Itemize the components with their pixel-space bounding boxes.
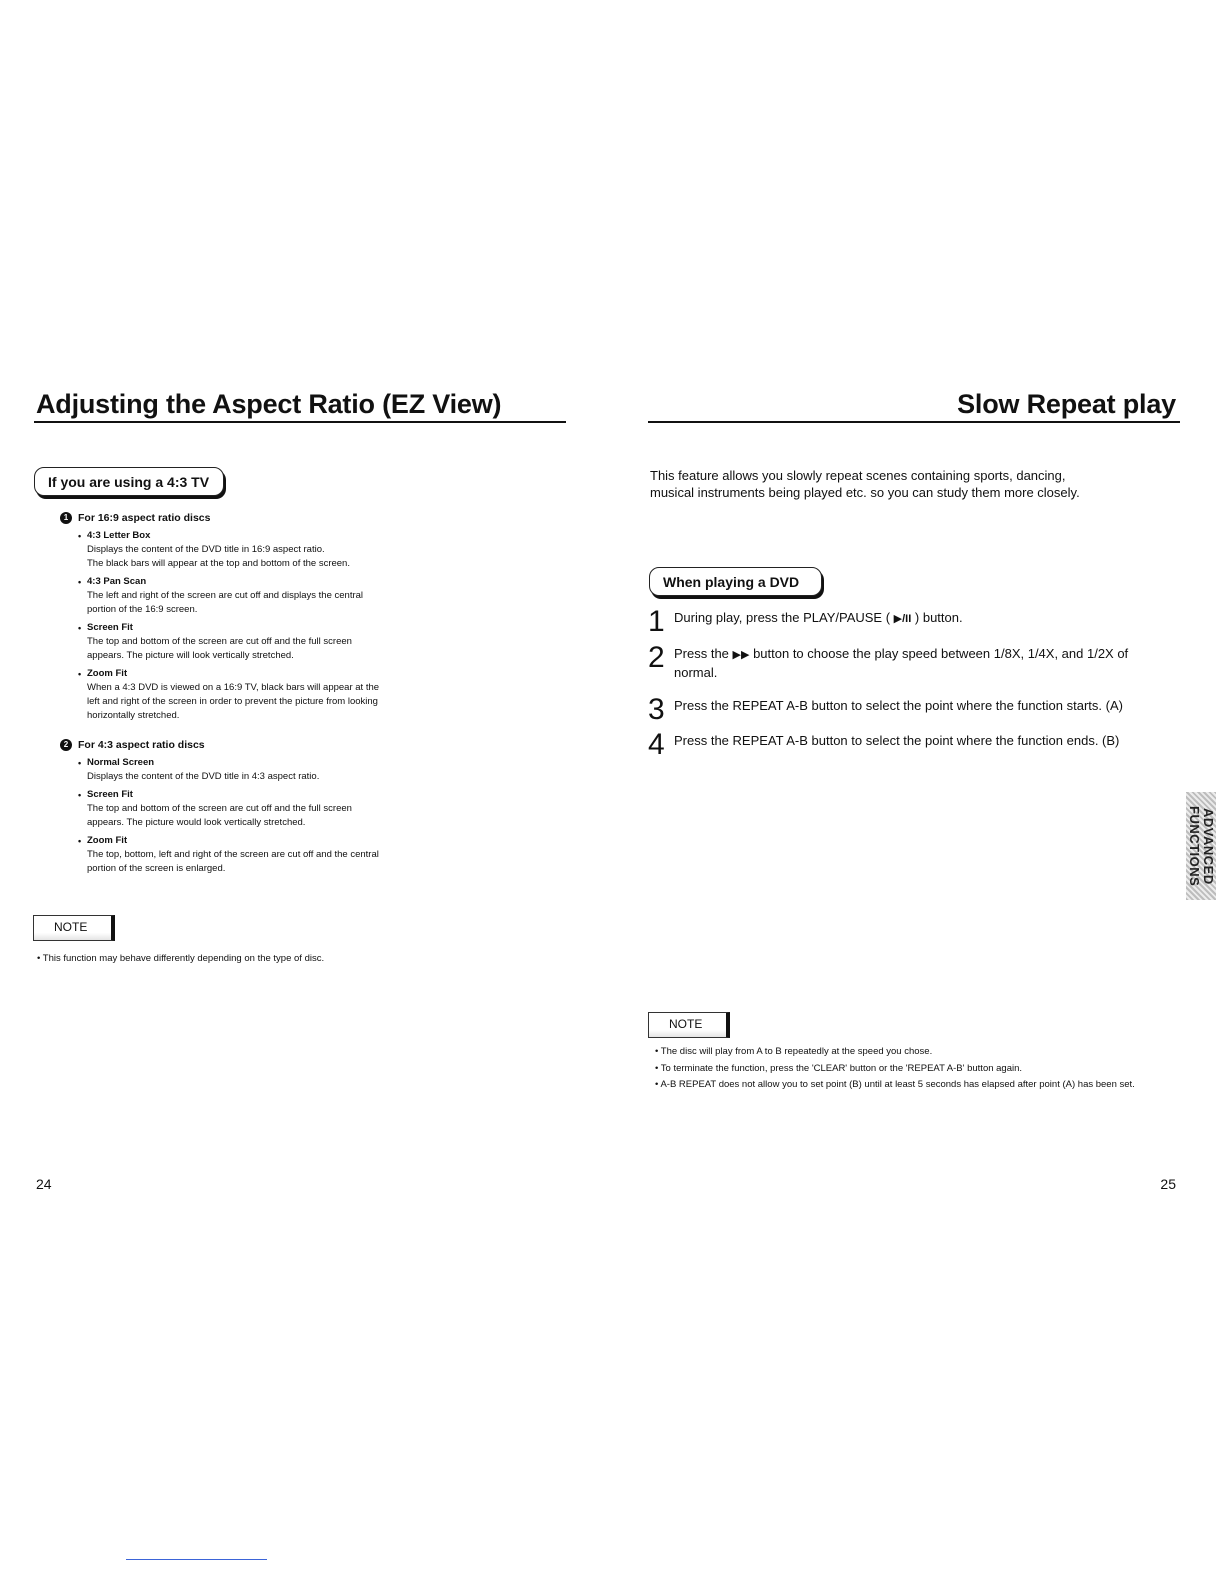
item-description: The top and bottom of the screen are cut off and the full screen appears. The picture would look vertically stretched. <box>87 803 352 828</box>
list-item <box>78 667 438 723</box>
tab-using-4-3-tv: If you are using a 4:3 TV <box>34 467 224 496</box>
section-heading-text: For 4:3 aspect ratio discs <box>78 739 205 751</box>
step-text <box>674 609 963 637</box>
item-name: • Zoom Fit <box>78 667 438 681</box>
step-number: 4 <box>648 728 665 761</box>
note-label-right: NOTE <box>648 1012 730 1038</box>
tab-when-playing-dvd: When playing a DVD <box>649 567 822 596</box>
step-text: Press the REPEAT A-B button to select the point where the function ends. (B) <box>674 733 1120 748</box>
list-item <box>78 834 438 876</box>
number-1-icon: 1 <box>60 512 72 524</box>
item-description: The top, bottom, left and right of the screen are cut off and the central portion of the screen is enlarged. <box>87 849 379 874</box>
side-tab-label: ADVANCED FUNCTIONS <box>1187 805 1216 887</box>
step-4 <box>648 728 1148 761</box>
section-heading-text: For 16:9 aspect ratio discs <box>78 512 211 524</box>
note-line: • This function may behave differently depending on the type of disc. <box>37 953 325 964</box>
item-description: Displays the content of the DVD title in 4:3 aspect ratio. <box>87 771 320 782</box>
item-name: • Screen Fit <box>78 788 438 802</box>
item-name: • Normal Screen <box>78 756 438 770</box>
step-text-part: Press the <box>674 646 733 661</box>
list-item <box>78 621 438 663</box>
step-text-part: During play, press the PLAY/PAUSE ( <box>674 610 894 625</box>
list-item <box>78 529 438 571</box>
step-number: 2 <box>648 641 665 674</box>
number-2-icon: 2 <box>60 739 72 751</box>
page-number-right: 25 <box>1160 1176 1176 1192</box>
step-text-part: ) button. <box>911 610 963 625</box>
note-line: • The disc will play from A to B repeatedly at the speed you chose. <box>655 1046 933 1057</box>
step-number: 1 <box>648 605 665 638</box>
left-title-rule <box>34 421 566 423</box>
item-name: • 4:3 Letter Box <box>78 529 438 543</box>
step-2 <box>648 641 1148 681</box>
item-name: • Zoom Fit <box>78 834 438 848</box>
step-text: Press the REPEAT A-B button to select the point where the function starts. (A) <box>674 698 1123 713</box>
section-heading-4-3 <box>60 738 205 752</box>
step-3 <box>648 693 1148 726</box>
item-name: • Screen Fit <box>78 621 438 635</box>
section-heading-16-9 <box>60 511 210 525</box>
list-item <box>78 575 438 617</box>
footer-line <box>126 1559 267 1560</box>
note-line: • A-B REPEAT does not allow you to set point (B) until at least 5 seconds has elapsed after point (A) has been set. <box>655 1079 1135 1090</box>
page-number-left: 24 <box>36 1176 52 1192</box>
left-page-title: Adjusting the Aspect Ratio (EZ View) <box>36 389 502 419</box>
note-text-right <box>655 1044 1195 1094</box>
advanced-functions-side-tab <box>1186 792 1216 900</box>
item-description: Displays the content of the DVD title in 16:9 aspect ratio. The black bars will appear at the top and bottom of the screen. <box>87 544 350 569</box>
item-description: The top and bottom of the screen are cut off and the full screen appears. The picture will look vertically stretched. <box>87 636 352 661</box>
step-number: 3 <box>648 693 665 726</box>
item-description: When a 4:3 DVD is viewed on a 16:9 TV, black bars will appear at the left and right of the screen in order to prevent the picture from looking horizontally stretched. <box>87 682 380 721</box>
list-item <box>78 788 438 830</box>
fast-forward-icon: ▶▶ <box>732 649 750 661</box>
step-text-part: button to choose the play speed between 1/8X, 1/4X, and 1/2X of normal. <box>674 646 1129 680</box>
list-item <box>78 756 438 784</box>
step-1 <box>648 605 1148 638</box>
play-pause-icon: ▶/II <box>893 613 912 625</box>
step-text <box>674 645 1128 681</box>
item-name: • 4:3 Pan Scan <box>78 575 438 589</box>
note-text-left <box>37 951 557 967</box>
note-label-left: NOTE <box>33 915 115 941</box>
note-line: • To terminate the function, press the 'CLEAR' button or the 'REPEAT A-B' button again. <box>655 1062 1023 1074</box>
right-page-title: Slow Repeat play <box>957 389 1176 419</box>
item-description: The left and right of the screen are cut off and displays the central portion of the 16:9 screen. <box>87 590 364 615</box>
intro-paragraph: This feature allows you slowly repeat scenes containing sports, dancing, musical instruments being played etc. so you can study them more closely. <box>650 468 1080 500</box>
right-title-rule <box>648 421 1180 423</box>
